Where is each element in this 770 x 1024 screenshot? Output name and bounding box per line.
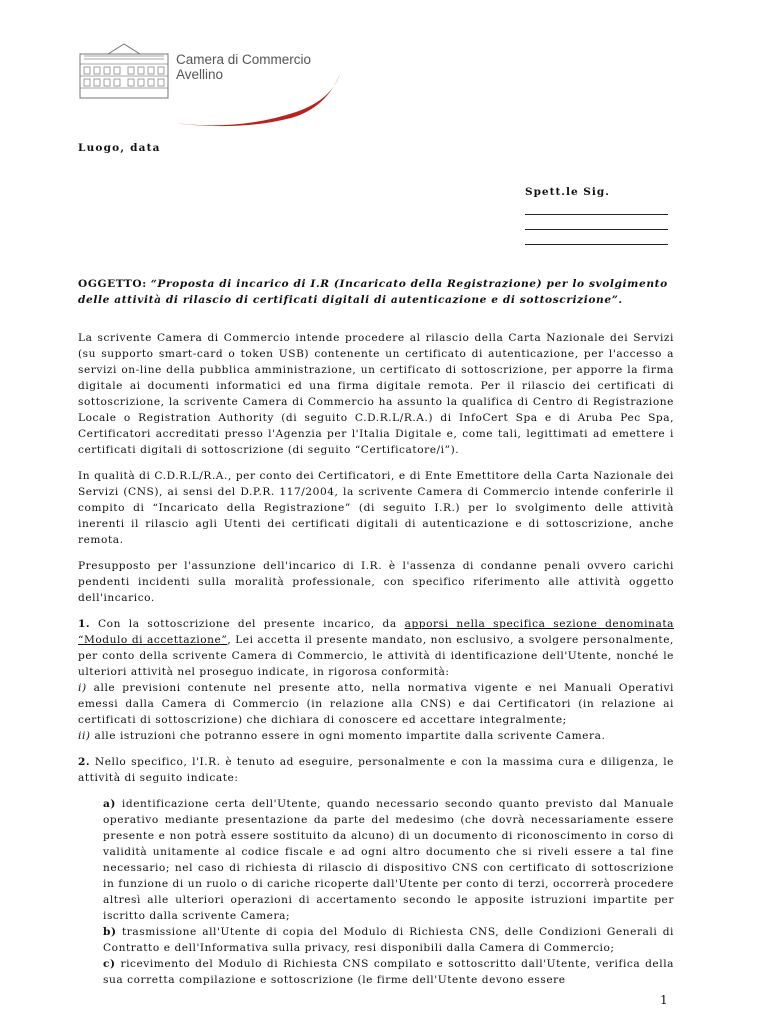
logo-line-2: Avellino: [176, 67, 224, 82]
list-item: [103, 956, 674, 988]
addressee-label: Spett.le Sig.: [525, 186, 610, 198]
chamber-logo: [78, 42, 338, 120]
list-text: ricevimento del Modulo di Richiesta CNS compilato e sottoscritto dall'Utente, verifica della sua corretta compilazione e sottoscrizione (le firme dell'Utente devono essere: [103, 958, 674, 986]
addressee-block: [525, 186, 675, 247]
address-line: [525, 217, 668, 230]
list-text: alle istruzioni che potranno essere in ogni momento impartite dalla scrivente Camera.: [90, 730, 606, 742]
paragraph: La scrivente Camera di Commercio intende procedere al rilascio della Carta Nazionale dei Servizi (su supporto smart-card o token USB) contenente un certificato di autenticazione, per l'accesso a servizi on-line della pubblica amministrazione, un certificato di sottoscrizione, per apporre la firma digitale ai documenti informatici ed una firma digitale remota. Per il rilascio dei certificati di sottoscrizione, la scrivente Camera di Commercio ha assunto la qualifica di Centro di Registrazione Locale o Registration Authority (di seguito C.D.R.L/R.A.) di InfoCert Spa e di Aruba Pec Spa, Certificatori accreditati presso l'Agenzia per l'Italia Digitale e, come tali, legittimati ad emettere i certificati digitali di sottoscrizione (di seguito “Certificatore/i”).: [78, 332, 674, 456]
address-line: [525, 232, 668, 245]
section-number: 1.: [78, 618, 91, 630]
paragraph-section-2: [78, 754, 674, 786]
paragraph: Presupposto per l'assunzione dell'incarico di I.R. è l'assenza di condanne penali ovvero carichi pendenti incidenti sulla moralità professionale, con specifico riferimento alle attività oggetto dell'incarico.: [78, 560, 674, 604]
paragraph-text: Nello specifico, l'I.R. è tenuto ad eseguire, personalmente e con la massima cura e diligenza, le attività di seguito indicate:: [78, 756, 674, 784]
list-item: [103, 924, 674, 956]
page-number: 1: [660, 993, 668, 1007]
paragraph-text: , Lei accetta il presente mandato, non esclusivo, a svolgere personalmente, per conto della scrivente Camera di Commercio, le attività di identificazione dell'Utente, nonché le ulteriori attività nel proseguo indicate, in rigorosa conformità:: [78, 634, 674, 678]
red-swoosh-icon: [166, 72, 341, 128]
activity-list: [103, 796, 674, 988]
list-marker: a): [103, 798, 116, 810]
paragraph: In qualità di C.D.R.L/R.A., per conto dei Certificatori, e di Ente Emettitore della Carta Nazionale dei Servizi (CNS), ai sensi del D.P.R. 117/2004, la scrivente Camera di Commercio intende conferirle il compito di “Incaricato della Registrazione” (di seguito I.R.) per lo svolgimento delle attività inerenti il rilascio agli Utenti dei certificati digitali di autenticazione e di sottoscrizione, anche remota.: [78, 470, 674, 546]
subject-label: OGGETTO:: [78, 278, 147, 290]
subject: [78, 276, 674, 308]
underlined-text: apporsi nella specifica sezione denominata “Modulo di accettazione”: [78, 618, 675, 646]
letter-body: [78, 330, 674, 988]
address-line: [525, 202, 668, 215]
paragraph-text: Con la sottoscrizione del presente incarico, da: [90, 618, 405, 630]
list-marker: c): [103, 958, 116, 970]
list-text: trasmissione all'Utente di copia del Modulo di Richiesta CNS, delle Condizioni Generali di Contratto e dell'Informativa sulla privacy, resi disponibili dalla Camera di Commercio;: [103, 926, 674, 954]
building-logo-icon: [78, 42, 170, 100]
place-date: Luogo, data: [78, 142, 161, 154]
list-marker: ii): [78, 730, 91, 742]
paragraph-section-1: [78, 616, 674, 744]
list-text: identificazione certa dell'Utente, quando necessario secondo quanto previsto dal Manuale operativo mediante presentazione da parte del medesimo (che dovrà necessariamente essere presente e non potrà essere sostituito da alcuno) di un documento di riconoscimento in corso di validità unitamente al codice fiscale e ad ogni altro documento che si riveli essere a tal fine necessario; nel caso di richiesta di rilascio di dispositivo CNS con certificato di sottoscrizione in funzione di un ruolo o di cariche ricoperte dall'Utente per conto di terzi, occorrerà procedere altresì alle ulteriori operazioni di accertamento secondo le apposite istruzioni impartite per iscritto dalla scrivente Camera;: [103, 798, 674, 922]
list-marker: i): [78, 682, 87, 694]
logo-line-1: Camera di Commercio: [176, 52, 312, 67]
subject-text: “Proposta di incarico di I.R (Incaricato della Registrazione) per lo svolgimento delle attività di rilascio di certificati digitali di autenticazione e di sottoscrizione”.: [78, 278, 668, 306]
section-number: 2.: [78, 756, 91, 768]
list-item: [103, 796, 674, 924]
list-text: alle previsioni contenute nel presente atto, nella normativa vigente e nei Manuali Operativi emessi dalla Camera di Commercio (in relazione alla CNS) e dai Certificatori (in relazione ai certificati di sottoscrizione) che dichiara di conoscere ed accettare integralmente;: [78, 682, 674, 726]
list-marker: b): [103, 926, 117, 938]
